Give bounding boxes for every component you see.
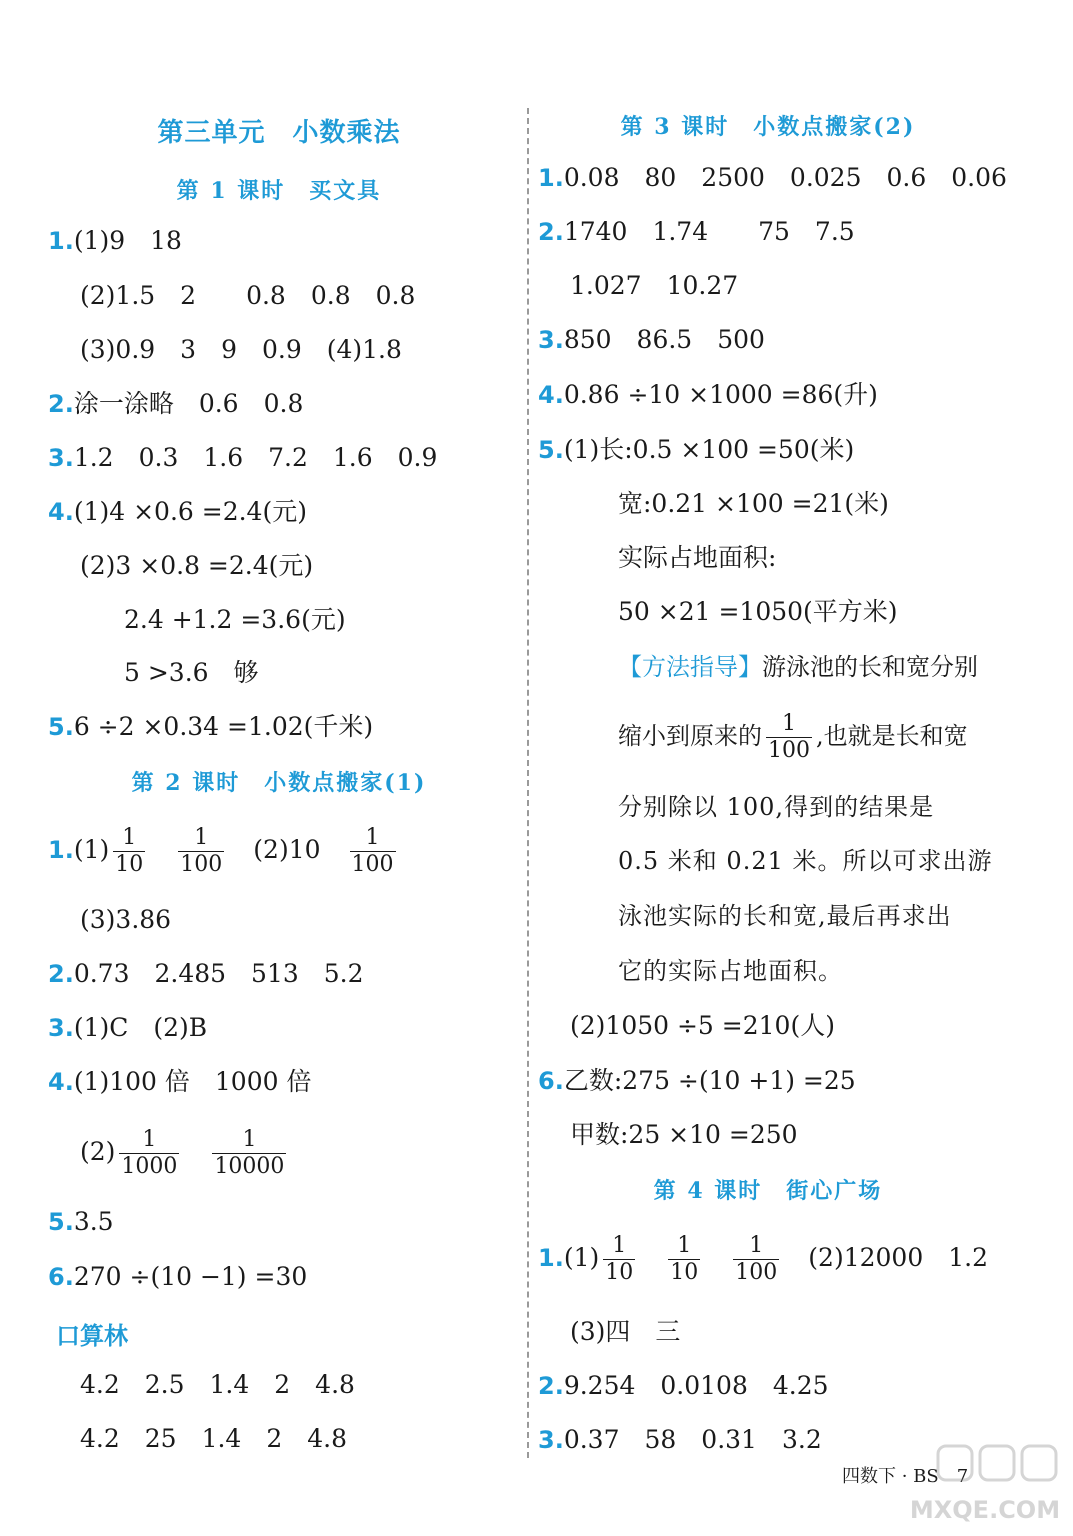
l3-q1-line — [538, 163, 1007, 193]
l3-q4-line — [538, 380, 878, 410]
denominator: 10000 — [214, 1154, 285, 1179]
l1-q5-answer: 6 ÷2 ×0.34 =1.02(千米) — [73, 712, 374, 741]
method-guide-line1 — [618, 652, 978, 682]
l2-q1-number: 1. — [48, 836, 74, 864]
l2-q4-part-a: (2) — [80, 1137, 116, 1166]
method-guide-line2 — [618, 706, 968, 766]
l3-q5-line3: 实际占地面积: — [618, 543, 777, 572]
l1-q1-line1 — [48, 226, 182, 256]
l2-q1-part-a: (1) — [73, 835, 110, 864]
l3-q6-line2: 甲数:25 ×10 =250 — [570, 1120, 798, 1149]
l1-q5-number: 5. — [48, 713, 74, 741]
l4-q3-number: 3. — [538, 1426, 564, 1454]
numerator: 1 — [749, 1233, 764, 1258]
l3-q5-line1 — [538, 435, 854, 465]
l3-q1-number: 1. — [538, 164, 564, 192]
page-footer: 四数下 · BS 7 — [842, 1466, 969, 1487]
method-guide-tag: 【方法指导】 — [618, 653, 762, 681]
l2-q6-number: 6. — [48, 1263, 74, 1291]
l3-q1-answer: 0.08 80 2500 0.025 0.6 0.06 — [563, 163, 1007, 192]
l1-q4-line4: 5 >3.6 够 — [124, 658, 259, 687]
l3-q3-line — [538, 325, 765, 355]
unit-title: 第三单元 小数乘法 — [157, 118, 401, 148]
method-guide-line4: 0.5 米和 0.21 米。所以可求出游 — [618, 847, 993, 875]
l3-q6-number: 6. — [538, 1067, 564, 1095]
fraction — [178, 825, 224, 878]
l3-q6-answer-1: 乙数:275 ÷(10 +1) =25 — [563, 1066, 856, 1095]
l2-q1-line1 — [48, 820, 400, 880]
l2-q3-answer: (1)C (2)B — [73, 1013, 208, 1042]
l3-q4-answer: 0.86 ÷10 ×1000 =86(升) — [563, 380, 878, 409]
lesson-4-title: 第 4 课时 街心广场 — [653, 1178, 883, 1204]
lesson-1-title: 第 1 课时 买文具 — [176, 178, 382, 204]
fraction — [119, 1127, 179, 1180]
denominator: 100 — [351, 852, 394, 877]
l2-q2-answer: 0.73 2.485 513 5.2 — [73, 959, 364, 988]
fraction — [113, 825, 145, 878]
l4-q2-number: 2. — [538, 1372, 564, 1400]
l3-q2-line2: 1.027 10.27 — [570, 271, 739, 300]
l3-q2-number: 2. — [538, 218, 564, 246]
l3-q3-answer: 850 86.5 500 — [563, 325, 765, 354]
l1-q1-line2: (2)1.5 2 0.8 0.8 0.8 — [80, 281, 416, 310]
method-guide-line5: 泳池实际的长和宽,最后再求出 — [618, 902, 952, 930]
l2-q4-answer-1: (1)100 倍 1000 倍 — [73, 1067, 312, 1096]
fraction — [350, 825, 396, 878]
method-guide-text-2b: ,也就是长和宽 — [816, 722, 968, 750]
l2-q4-line1 — [48, 1067, 311, 1097]
fraction — [733, 1233, 779, 1286]
l1-q3-number: 3. — [48, 444, 74, 472]
lesson-3-title: 第 3 课时 小数点搬家(2) — [620, 114, 916, 140]
l3-q5-number: 5. — [538, 436, 564, 464]
l2-q2-line — [48, 959, 364, 989]
l4-q2-line — [538, 1371, 829, 1401]
fraction — [766, 711, 812, 764]
numerator: 1 — [142, 1127, 157, 1152]
l3-q5-line2: 宽:0.21 ×100 =21(米) — [618, 489, 889, 518]
l3-q3-number: 3. — [538, 326, 564, 354]
l1-q5-line — [48, 712, 373, 742]
numerator: 1 — [612, 1233, 627, 1258]
l1-q3-line — [48, 443, 437, 473]
l4-q1-number: 1. — [538, 1244, 564, 1272]
l4-q3-answer: 0.37 58 0.31 3.2 — [563, 1425, 822, 1454]
mental-math-line2: 4.2 25 1.4 2 4.8 — [80, 1424, 347, 1453]
l4-q1-part-a: (1) — [563, 1243, 600, 1272]
l1-q4-answer-1: (1)4 ×0.6 =2.4(元) — [73, 497, 307, 526]
l3-q5-answer-1: (1)长:0.5 ×100 =50(米) — [563, 435, 855, 464]
numerator: 1 — [365, 825, 380, 850]
l4-q1-line2: (3)四 三 — [570, 1317, 681, 1346]
l1-q2-answer: 涂一涂略 0.6 0.8 — [73, 389, 304, 418]
numerator: 1 — [194, 825, 209, 850]
method-guide-line3: 分别除以 100,得到的结果是 — [618, 793, 935, 821]
l2-q5-line — [48, 1207, 114, 1237]
fraction — [603, 1233, 635, 1286]
method-guide-line6: 它的实际占地面积。 — [618, 957, 843, 985]
l1-q4-number: 4. — [48, 498, 74, 526]
l2-q1-line2: (3)3.86 — [80, 905, 172, 934]
l4-q1-line1 — [538, 1228, 988, 1288]
l1-q3-answer: 1.2 0.3 1.6 7.2 1.6 0.9 — [73, 443, 438, 472]
l3-q2-answer-1: 1740 1.74 75 7.5 — [563, 217, 855, 246]
l3-q5-line5: (2)1050 ÷5 =210(人) — [570, 1011, 835, 1040]
mental-math-line1: 4.2 2.5 1.4 2 4.8 — [80, 1370, 355, 1399]
l3-q4-number: 4. — [538, 381, 564, 409]
lesson-2-title: 第 2 课时 小数点搬家(1) — [131, 770, 427, 796]
fraction — [212, 1127, 286, 1180]
l1-q4-line3: 2.4 +1.2 =3.6(元) — [124, 605, 346, 634]
l2-q3-number: 3. — [48, 1014, 74, 1042]
l2-q4-number: 4. — [48, 1068, 74, 1096]
l2-q2-number: 2. — [48, 960, 74, 988]
l4-q1-part-b: (2)12000 1.2 — [808, 1243, 988, 1272]
l4-q3-line — [538, 1425, 822, 1455]
denominator: 10 — [670, 1260, 699, 1285]
l2-q4-line2 — [80, 1122, 290, 1182]
denominator: 100 — [735, 1260, 778, 1285]
l3-q2-line1 — [538, 217, 855, 247]
l1-q2-number: 2. — [48, 390, 74, 418]
l2-q6-answer: 270 ÷(10 −1) =30 — [73, 1262, 308, 1291]
l2-q5-number: 5. — [48, 1208, 74, 1236]
numerator: 1 — [677, 1233, 692, 1258]
column-divider — [527, 108, 529, 1458]
numerator: 1 — [122, 825, 137, 850]
l1-q2-line — [48, 389, 303, 419]
numerator: 1 — [242, 1127, 257, 1152]
fraction — [668, 1233, 700, 1286]
watermark-text: MXQE.COM — [909, 1496, 1061, 1524]
l2-q5-answer: 3.5 — [73, 1207, 114, 1236]
denominator: 10 — [605, 1260, 634, 1285]
denominator: 100 — [180, 852, 223, 877]
l2-q1-part-b: (2)10 — [253, 835, 321, 864]
l1-q1-line3: (3)0.9 3 9 0.9 (4)1.8 — [80, 335, 402, 364]
l3-q6-line1 — [538, 1066, 856, 1096]
l2-q3-line — [48, 1013, 207, 1043]
l4-q2-answer: 9.254 0.0108 4.25 — [563, 1371, 829, 1400]
denominator: 1000 — [121, 1154, 178, 1179]
numerator: 1 — [782, 711, 796, 736]
l3-q5-line4: 50 ×21 =1050(平方米) — [618, 597, 898, 626]
l2-q6-line — [48, 1262, 307, 1292]
method-guide-text-2a: 缩小到原来的 — [618, 722, 762, 750]
mental-math-title: 口算林 — [56, 1322, 128, 1350]
l1-q1-answer-1: (1)9 18 — [73, 226, 182, 255]
denominator: 10 — [115, 852, 144, 877]
method-guide-text-1: 游泳池的长和宽分别 — [762, 653, 978, 681]
l1-q1-number: 1. — [48, 227, 74, 255]
watermark-logo — [900, 1440, 1070, 1530]
l1-q4-line2: (2)3 ×0.8 =2.4(元) — [80, 551, 314, 580]
l1-q4-line1 — [48, 497, 307, 527]
denominator: 100 — [768, 738, 810, 763]
